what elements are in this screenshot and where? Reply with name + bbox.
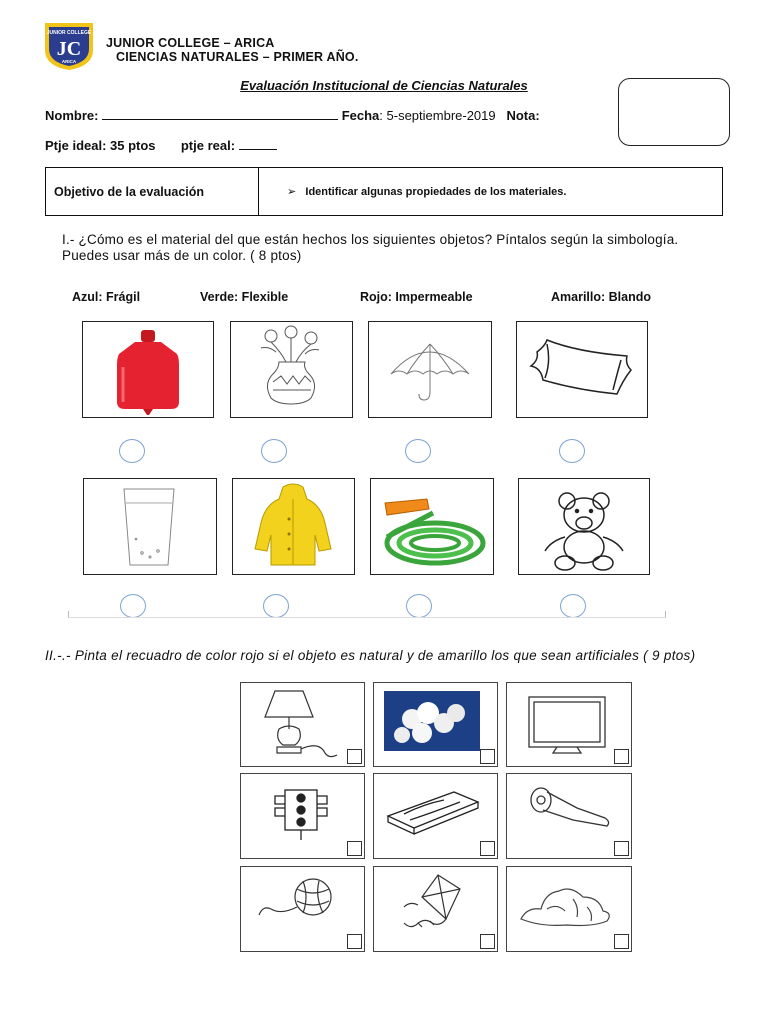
card-glass-of-water[interactable] <box>83 478 217 575</box>
fecha-label: Fecha <box>341 108 380 123</box>
grade-box[interactable] <box>618 78 730 146</box>
course-name: CIENCIAS NATURALES – PRIMER AÑO. <box>116 50 359 64</box>
nombre-label: Nombre: <box>45 108 99 123</box>
umbrella-icon <box>369 322 491 417</box>
legend-red: Rojo: Impermeable <box>360 290 473 304</box>
card-traffic-light[interactable] <box>240 773 365 859</box>
answer-square-9[interactable] <box>614 934 629 949</box>
card-raincoat[interactable] <box>232 478 355 575</box>
rock-icon <box>507 867 631 951</box>
card-television[interactable] <box>506 682 632 767</box>
answer-square-6[interactable] <box>614 841 629 856</box>
flower-vase-icon <box>231 322 352 417</box>
answer-square-2[interactable] <box>480 749 495 764</box>
answer-square-7[interactable] <box>347 934 362 949</box>
answer-square-1[interactable] <box>347 749 362 764</box>
logo-top-text: JUNIOR COLLEGE <box>46 30 92 36</box>
kite-icon <box>374 867 497 951</box>
raincoat-icon <box>233 479 354 574</box>
card-rock[interactable] <box>506 866 632 952</box>
card-pillow[interactable] <box>516 321 648 418</box>
objective-table <box>45 167 723 216</box>
legend-blue: Azul: Frágil <box>72 290 141 304</box>
television-icon <box>507 683 631 766</box>
name-date-row <box>45 108 540 123</box>
card-flashlight[interactable] <box>506 773 632 859</box>
hot-water-bottle-icon <box>83 322 213 417</box>
logo-bottom-text: ARICA <box>61 59 77 64</box>
answer-circle-2[interactable] <box>261 439 287 463</box>
objective-text: Identificar algunas propiedades de los materiales. <box>305 186 567 198</box>
answer-square-8[interactable] <box>480 934 495 949</box>
bullet-arrow-icon: ➢ <box>287 186 297 198</box>
flashlight-icon <box>507 774 631 858</box>
divider <box>68 611 666 618</box>
name-field[interactable] <box>102 119 338 120</box>
card-hot-water-bottle[interactable] <box>82 321 214 418</box>
page-title: Evaluación Institucional de Ciencias Naturales <box>240 78 528 93</box>
teddy-bear-icon <box>519 479 649 574</box>
card-teddy-bear[interactable] <box>518 478 650 575</box>
traffic-light-icon <box>241 774 364 858</box>
answer-circle-4[interactable] <box>559 439 585 463</box>
table-lamp-icon <box>241 683 364 766</box>
garden-hose-icon <box>371 479 493 574</box>
fecha-value: : 5-septiembre-2019 <box>379 108 496 123</box>
score-row <box>45 138 277 153</box>
card-wooden-plank[interactable] <box>373 773 498 859</box>
objective-cell <box>259 168 723 216</box>
card-flower-vase[interactable] <box>230 321 353 418</box>
ptje-real-label: ptje real: <box>180 138 236 153</box>
glass-icon <box>84 479 216 574</box>
answer-square-5[interactable] <box>480 841 495 856</box>
card-umbrella[interactable] <box>368 321 492 418</box>
card-cotton-balls[interactable] <box>373 682 498 767</box>
section2-instruction: II.-.- Pinta el recuadro de color rojo si el objeto es natural y de amarillo los que sean artificiales ( 9 ptos) <box>45 648 696 663</box>
section1-instruction: I.- ¿Cómo es el material del que están hechos los siguientes objetos? Píntalos según la simbología. Puedes usar más de un color. ( 8 ptos) <box>62 232 679 263</box>
wooden-plank-icon <box>374 774 497 858</box>
pillow-icon <box>517 322 647 417</box>
school-header <box>106 36 359 64</box>
legend-green: Verde: Flexible <box>200 290 289 304</box>
school-name: JUNIOR COLLEGE – ARICA <box>106 36 275 50</box>
card-garden-hose[interactable] <box>370 478 494 575</box>
answer-square-3[interactable] <box>614 749 629 764</box>
nota-label: Nota: <box>506 108 540 123</box>
cotton-balls-icon <box>374 683 497 766</box>
logo-monogram: JC <box>56 38 82 60</box>
objective-label: Objetivo de la evaluación <box>46 168 259 216</box>
answer-square-4[interactable] <box>347 841 362 856</box>
legend-yellow: Amarillo: Blando <box>551 290 652 304</box>
ptje-real-field[interactable] <box>239 149 277 150</box>
card-table-lamp[interactable] <box>240 682 365 767</box>
school-crest-logo <box>42 20 96 72</box>
ptje-ideal: Ptje ideal: 35 ptos <box>45 138 156 153</box>
card-kite[interactable] <box>373 866 498 952</box>
yarn-ball-icon <box>241 867 364 951</box>
answer-circle-1[interactable] <box>119 439 145 463</box>
card-ball-of-yarn[interactable] <box>240 866 365 952</box>
answer-circle-3[interactable] <box>405 439 431 463</box>
